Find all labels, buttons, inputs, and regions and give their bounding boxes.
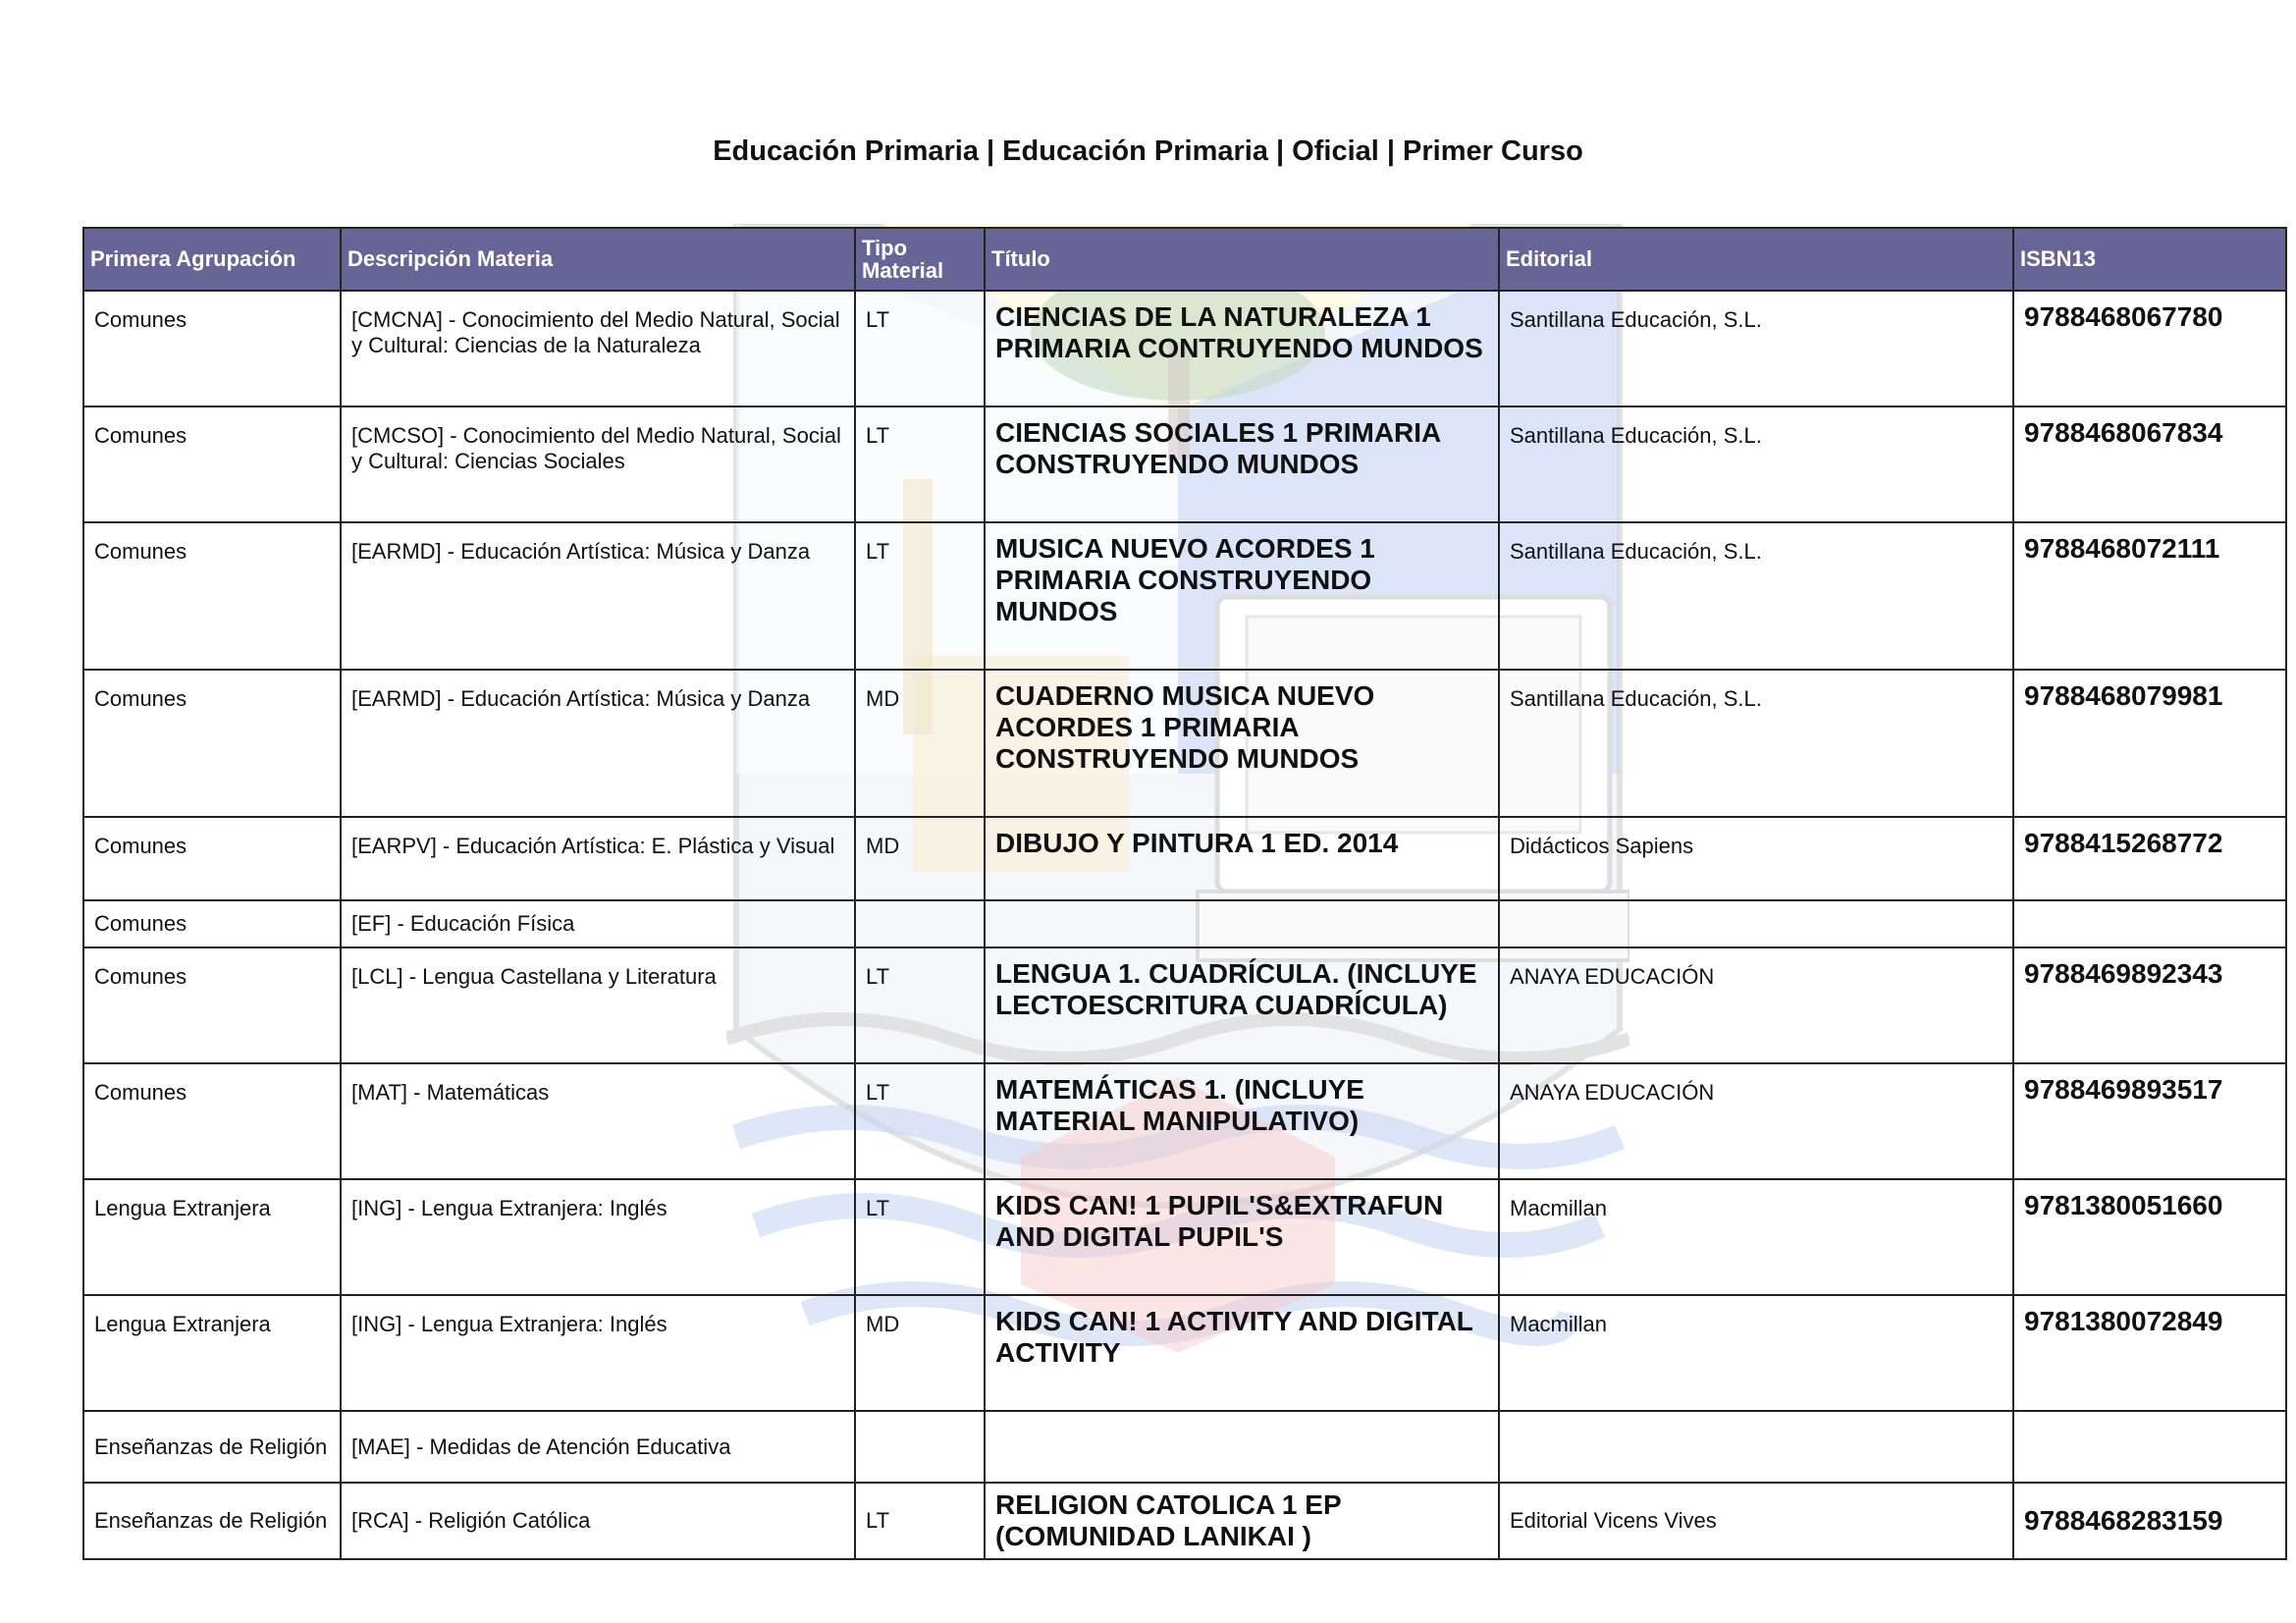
cell-editorial: ANAYA EDUCACIÓN [1499,947,2013,1063]
cell-tipo: MD [855,670,985,817]
cell-editorial: Macmillan [1499,1295,2013,1411]
cell-isbn: 9781380072849 [2013,1295,2286,1411]
cell-grupo: Comunes [83,670,341,817]
cell-grupo: Comunes [83,817,341,900]
cell-tipo [855,900,985,947]
cell-grupo: Comunes [83,900,341,947]
cell-isbn: 9788468067834 [2013,406,2286,522]
textbook-table [82,227,2287,1560]
header-primera-agrupacion: Primera Agrupación [83,228,341,291]
cell-isbn: 9788468079981 [2013,670,2286,817]
table-row [83,1063,2286,1179]
cell-titulo [985,900,1499,947]
cell-editorial: Santillana Educación, S.L. [1499,670,2013,817]
cell-tipo: LT [855,947,985,1063]
cell-isbn: 9788468067780 [2013,291,2286,406]
cell-materia: [RCA] - Religión Católica [341,1483,855,1559]
cell-editorial: Editorial Vicens Vives [1499,1483,2013,1559]
table-row [83,947,2286,1063]
cell-titulo: DIBUJO Y PINTURA 1 ED. 2014 [985,817,1499,900]
cell-titulo: RELIGION CATOLICA 1 EP (COMUNIDAD LANIKAI ) [985,1483,1499,1559]
header-editorial: Editorial [1499,228,2013,291]
cell-grupo: Lengua Extranjera [83,1295,341,1411]
cell-isbn: 9788415268772 [2013,817,2286,900]
cell-tipo [855,1411,985,1483]
cell-tipo: LT [855,291,985,406]
cell-titulo: KIDS CAN! 1 PUPIL'S&EXTRAFUN AND DIGITAL PUPIL'S [985,1179,1499,1295]
cell-grupo: Comunes [83,947,341,1063]
cell-isbn: 9788468283159 [2013,1483,2286,1559]
cell-editorial: Macmillan [1499,1179,2013,1295]
cell-tipo: LT [855,1179,985,1295]
cell-tipo: LT [855,522,985,670]
cell-titulo: MATEMÁTICAS 1. (INCLUYE MATERIAL MANIPULATIVO) [985,1063,1499,1179]
cell-grupo: Enseñanzas de Religión [83,1411,341,1483]
header-descripcion-materia: Descripción Materia [341,228,855,291]
cell-tipo: LT [855,1483,985,1559]
cell-grupo: Comunes [83,522,341,670]
cell-editorial: Santillana Educación, S.L. [1499,291,2013,406]
cell-titulo: MUSICA NUEVO ACORDES 1 PRIMARIA CONSTRUYENDO MUNDOS [985,522,1499,670]
cell-materia: [EF] - Educación Física [341,900,855,947]
cell-tipo: MD [855,1295,985,1411]
cell-materia: [EARPV] - Educación Artística: E. Plástica y Visual [341,817,855,900]
table-row [83,1411,2286,1483]
cell-isbn [2013,1411,2286,1483]
header-titulo: Título [985,228,1499,291]
table-row [83,406,2286,522]
cell-tipo: MD [855,817,985,900]
cell-titulo: CUADERNO MUSICA NUEVO ACORDES 1 PRIMARIA CONSTRUYENDO MUNDOS [985,670,1499,817]
table-row [83,900,2286,947]
cell-titulo: CIENCIAS SOCIALES 1 PRIMARIA CONSTRUYENDO MUNDOS [985,406,1499,522]
cell-isbn: 9788468072111 [2013,522,2286,670]
cell-materia: [CMCNA] - Conocimiento del Medio Natural, Social y Cultural: Ciencias de la Naturaleza [341,291,855,406]
table-row [83,670,2286,817]
cell-titulo [985,1411,1499,1483]
cell-grupo: Lengua Extranjera [83,1179,341,1295]
cell-editorial: Santillana Educación, S.L. [1499,406,2013,522]
cell-editorial: Santillana Educación, S.L. [1499,522,2013,670]
cell-tipo: LT [855,1063,985,1179]
table-row [83,1179,2286,1295]
table-row [83,291,2286,406]
cell-materia: [ING] - Lengua Extranjera: Inglés [341,1295,855,1411]
cell-editorial [1499,900,2013,947]
header-isbn13: ISBN13 [2013,228,2286,291]
table-row [83,1295,2286,1411]
page-title: Educación Primaria | Educación Primaria | Oficial | Primer Curso [713,135,1583,167]
cell-materia: [EARMD] - Educación Artística: Música y Danza [341,670,855,817]
cell-materia: [CMCSO] - Conocimiento del Medio Natural, Social y Cultural: Ciencias Sociales [341,406,855,522]
cell-isbn: 9781380051660 [2013,1179,2286,1295]
table-header-row [83,228,2286,291]
cell-isbn: 9788469892343 [2013,947,2286,1063]
cell-editorial: ANAYA EDUCACIÓN [1499,1063,2013,1179]
header-tipo-line1: Tipo [862,235,908,260]
cell-grupo: Comunes [83,291,341,406]
cell-grupo: Enseñanzas de Religión [83,1483,341,1559]
table-row [83,1483,2286,1559]
cell-tipo: LT [855,406,985,522]
cell-editorial [1499,1411,2013,1483]
table-row [83,817,2286,900]
table-row [83,522,2286,670]
cell-isbn [2013,900,2286,947]
cell-grupo: Comunes [83,1063,341,1179]
cell-materia: [MAE] - Medidas de Atención Educativa [341,1411,855,1483]
cell-titulo: LENGUA 1. CUADRÍCULA. (INCLUYE LECTOESCRITURA CUADRÍCULA) [985,947,1499,1063]
cell-materia: [EARMD] - Educación Artística: Música y Danza [341,522,855,670]
cell-materia: [LCL] - Lengua Castellana y Literatura [341,947,855,1063]
header-tipo-material [855,228,985,291]
cell-materia: [MAT] - Matemáticas [341,1063,855,1179]
cell-titulo: KIDS CAN! 1 ACTIVITY AND DIGITAL ACTIVITY [985,1295,1499,1411]
header-tipo-line2: Material [862,258,944,283]
cell-grupo: Comunes [83,406,341,522]
cell-isbn: 9788469893517 [2013,1063,2286,1179]
cell-titulo: CIENCIAS DE LA NATURALEZA 1 PRIMARIA CONTRUYENDO MUNDOS [985,291,1499,406]
cell-editorial: Didácticos Sapiens [1499,817,2013,900]
cell-materia: [ING] - Lengua Extranjera: Inglés [341,1179,855,1295]
